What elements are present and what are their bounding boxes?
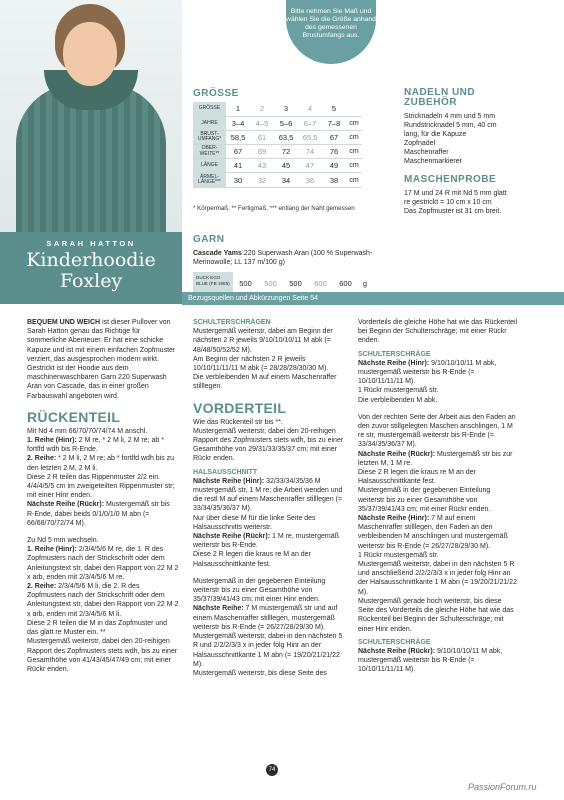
size-cell: 72 (274, 145, 298, 159)
author-name: SARAH HATTON (46, 239, 136, 248)
paragraph: 1 Rückr mustergemäß str. (358, 551, 439, 559)
size-row (193, 173, 362, 187)
paragraph: Vorderteils die gleiche Höhe hat wie das Rückenteil bei Beginn der Schulterschräge; mit einer Rückr enden. (358, 319, 518, 345)
row-label: 2. Reihe: (27, 455, 57, 463)
size-table (193, 102, 362, 188)
size-cell: 58,5 (226, 130, 250, 144)
yarn-qty: 600 (314, 278, 327, 288)
size-row (193, 145, 362, 159)
size-row-label: GRÖSSE (193, 102, 226, 116)
needles-line: Stricknadeln 4 mm und 5 mm (404, 113, 496, 120)
paragraph: Mustergemäß weiterstr, dabei am Beginn der nächsten 2 R jeweils 9/10/10/10/11 M abk (= 48/48/50/52/52 M). (193, 328, 333, 354)
size-unit: cm (346, 159, 362, 173)
paragraph (193, 604, 345, 632)
text-column-2 (193, 318, 345, 678)
yarn-qty: 600 (339, 278, 352, 288)
gauge-line: Das Zopfmuster ist 31 cm breit. (404, 208, 502, 215)
row-text: 2/3/4/5/6 M li, die 2. R des Zopfmusters nach der Strickschrift oder dem Anleitungstext str, dabei den Rapport von 22 M 2 x arb, enden mit 2/3/4/5/6 M li. (27, 583, 179, 618)
paragraph: Mustergemäß in der gegebenen Einteilung weiterstr bis zu einer Gesamthöhe von 35/37/39/41/43 cm; mit einer Rückr enden. (358, 487, 491, 513)
paragraph: Mustergemäß weiterstr, dabei in den nächsten 5 R und anschließend 2/2/2/3/3 x in jeder folg Hinr an der Halsausschnittkante 1 M abn (= 19/20/21/21/22 M). (358, 561, 517, 596)
paragraph: Mustergemäß in der gegebenen Einteilung weiterstr bis zu einer Gesamthöhe von 35/37/39/41/43 cm; mit einer Hinr enden. (193, 577, 326, 604)
size-cell: 47 (298, 159, 322, 173)
text-column-3 (358, 318, 518, 675)
paragraph: Mustergemäß weiterstr, bis diese Seite des (193, 669, 327, 677)
size-row-label: ÄRMEL-LÄNGE*** (193, 173, 226, 187)
paragraph (358, 514, 518, 551)
size-cell: 69 (250, 145, 274, 159)
size-cell: 67 (226, 145, 250, 159)
size-cell: 5 (322, 102, 346, 116)
row-label: Nächste Reihe (Rückr): (358, 647, 436, 655)
heading-schulterschraege: SCHULTERSCHRÄGE (358, 350, 431, 358)
size-row (193, 102, 362, 116)
pattern-title-line2: Foxley (59, 270, 123, 292)
size-cell: 76 (322, 145, 346, 159)
size-row (193, 159, 362, 173)
row-text: 9/10/10/10/11 M abk, mustergemäß weiterstr bis R-Ende (= 10/10/11/11/11 M). (358, 359, 497, 386)
paragraph: Mustergemäß weiterstr, dabei den 20-reihigen Rapport des Zopfmusters stets wdh, bis zu einer Gesamthöhe von 41/43/45/47/49 cm; mit einer Rückr enden. (27, 638, 178, 673)
paragraph: Wie das Rückenteil str bis **. (193, 418, 283, 426)
size-cell: 36 (298, 173, 322, 187)
paragraph: Diese 2 R teilen die M in das Zopfmuster und das glatt re Muster ein. ** (27, 619, 168, 637)
size-row-label: LÄNGE (193, 159, 226, 173)
size-cell: 45 (274, 159, 298, 173)
paragraph (193, 477, 345, 514)
yarn-qty: 500 (289, 278, 302, 288)
size-row (193, 130, 362, 144)
paragraph (27, 545, 179, 582)
face-shape (63, 22, 117, 86)
row-text: Mustergemäß str bis zur letzten M, 1 M re. (358, 450, 513, 467)
paragraph: Mustergemäß weiterstr, dabei den 20-reihigen Rapport des Zopfmusters stets wdh, bis zu einer Gesamthöhe von 29/31/33/35/37 cm; mit einer Rückr enden. (193, 427, 344, 463)
size-cell: 1 (226, 102, 250, 116)
needles-line: Maschenmarkierer (404, 158, 462, 165)
size-cell: 74 (298, 145, 322, 159)
size-row-label: BRUST-UMFANG* (193, 130, 226, 144)
row-label: Nächste Reihe (Hinr): (358, 359, 430, 367)
row-text: 32/33/34/35/36 M mustergemäß str, 1 M re; die Arbeit wenden und die restl M auf einem Maschenraffer stilllegen (= 33/34/35/36/37 M). (193, 477, 343, 513)
paragraph: Nur über diese M für die linke Seite des Halsausschnitts weiterstr. (193, 514, 316, 531)
paragraph: Von der rechten Seite der Arbeit aus den Faden an den zuvor stillgelegten Maschen anschlingen, 1 M re str, mustergemäß weiterstr bis R-Ende (= 33/34/35/36/37 M). (358, 413, 516, 449)
size-cell: 2 (250, 102, 274, 116)
heading-vorderteil: VORDERTEIL (193, 399, 287, 416)
intro-text: ist dieser Pullover von Sarah Hatton genau das Richtige für sommerliche Abenteuer. Er hat eine schicke Kapuze und ist mit einem einfachen Zopfmuster verziert, das ausgesprochen modern wirkt. Gestrickt ist der Hoodie aus dem maschinenwaschbaren Garn 220 Superwash Aran von Cascade, das in einer großen Farbauswahl angeboten wird. (27, 319, 176, 400)
size-cell: 3 (274, 102, 298, 116)
needles-line: Maschenraffer (404, 149, 449, 156)
paragraph: Diese 2 R teilen das Rippenmuster 2/2 ein. 4/4/4/5/5 cm im zweigeteilten Rippenmuster str; mit einer Hinr enden. (27, 473, 175, 500)
row-text: * 2 M li, 2 M re; ab * fortlfd wdh bis zu den letzten 2 M, 2 M li. (27, 455, 175, 472)
measure-tip-bubble: Bitte nehmen Sie Maß und wählen Sie die Größe anhand des gemessenen Brustumfangs aus. (286, 0, 376, 64)
size-cell: 49 (322, 159, 346, 173)
size-row-label: JAHRE (193, 116, 226, 130)
size-unit (346, 102, 362, 116)
row-text: 9/10/10/10/11 M abk, mustergemäß weiterstr bis R-Ende (= 10/10/11/11/11 M). (358, 647, 503, 674)
paragraph (193, 532, 345, 550)
paragraph: Zu Nd 5 mm wechseln. (27, 537, 99, 545)
title-block (0, 232, 182, 304)
yarn-quantity-row (193, 272, 387, 294)
heading-halsausschnitt: HALSAUSSCHNITT (193, 468, 258, 476)
row-label: Nächste Reihe: (193, 605, 244, 613)
size-cell: 41 (226, 159, 250, 173)
heading-schulterschraege-2: SCHULTERSCHRÄGE (358, 638, 431, 646)
size-cell: 4 (298, 102, 322, 116)
heading-rueckenteil: RÜCKENTEIL (27, 408, 121, 425)
page-number: 74 (266, 764, 278, 776)
paragraph (358, 647, 518, 675)
size-note: * Körpermaß, ** Fertigmaß, *** entlang der Naht gemessen (193, 205, 355, 212)
needles-line: Rundstricknadel 5 mm, 40 cm (404, 122, 497, 129)
size-unit: cm (346, 145, 362, 159)
size-heading: GRÖSSE (193, 88, 239, 99)
paragraph (358, 450, 518, 468)
paragraph: Diese 2 R legen die kraus re M an der Halsausschnittkante fest. (193, 551, 311, 568)
row-label: Nächste Reihe (Hinr): (358, 515, 430, 523)
needles-heading-2: ZUBEHÖR (404, 97, 457, 108)
paragraph (27, 436, 179, 454)
size-cell: 43 (250, 159, 274, 173)
yarn-qty: 500 (239, 278, 252, 288)
size-cell: 63,5 (274, 130, 298, 144)
size-unit: cm (346, 173, 362, 187)
row-label: Nächste Reihe (Rückr): (193, 533, 271, 541)
size-cell: 6–7 (298, 116, 322, 130)
row-label: 1. Reihe (Hinr): (27, 437, 77, 445)
size-unit: cm (346, 116, 362, 130)
size-row (193, 116, 362, 130)
row-text: 7 M auf einem Maschenraffer stilllegen, den Faden an den verbleibenden M anschlingen und mustergemäß weiterstr bis R-Ende (= 26/27/28/29/30 M). (358, 515, 508, 550)
size-cell: 34 (274, 173, 298, 187)
pattern-title-line1: Kinderhoodie (26, 249, 156, 271)
gauge-line: 17 M und 24 R mit Nd 5 mm glatt (404, 190, 507, 197)
size-cell: 5–6 (274, 116, 298, 130)
hoodie-photo (0, 0, 182, 232)
paragraph: Diese 2 R legen die kraus re M an der Halsausschnittkante fest. (358, 469, 476, 486)
gauge-line: re gestrickt = 10 cm x 10 cm (404, 199, 492, 206)
size-cell: 30 (226, 173, 250, 187)
needles-line: Zopfnadel (404, 140, 436, 147)
size-cell: 65,5 (298, 130, 322, 144)
needles-heading-1: NADELN UND (404, 87, 476, 98)
yarn-heading: GARN (193, 234, 225, 245)
row-label: Nächste Reihe (Hinr): (193, 477, 265, 485)
gauge-heading: MASCHENPROBE (404, 174, 497, 185)
yarn-unit: g (362, 278, 368, 288)
size-cell: 38 (322, 173, 346, 187)
paragraph: Mustergemäß weiterstr, dabei in den nächsten 5 R und 2/2/2/3/3 x in jeder folg Hinr an der Halsausschnittkante 1 M abn (= 19/20/21/21/22 M). (193, 633, 343, 668)
size-cell: 67 (322, 130, 346, 144)
row-text: 2 M re, * 2 M li, 2 M re; ab * fortlfd wdh bis R-Ende. (27, 437, 164, 454)
row-label: Nächste Reihe (Rückr): (358, 450, 436, 458)
text-column-1 (27, 318, 179, 674)
row-text: Mustergemäß str bis R-Ende, dabei beids 0/1/0/1/0 M abn (= 66/68/70/72/74 M). (27, 501, 170, 527)
paragraph (27, 454, 179, 472)
paragraph: 1 Rückr mustergemäß str. (358, 387, 439, 395)
size-unit: cm (346, 130, 362, 144)
paragraph: Die verbleibenden M auf einem Maschenraffer stilllegen. (193, 374, 337, 391)
size-cell: 61 (250, 130, 274, 144)
materials-column (404, 88, 554, 216)
row-text: 1 M re, mustergemäß weiterstr bis R-Ende. (193, 533, 339, 550)
paragraph: Die verbleibenden M abk. (358, 396, 438, 404)
size-cell: 32 (250, 173, 274, 187)
row-text: 7 M mustergemäß str und auf einem Maschenraffer stilllegen, mustergemäß weiterstr bis R-Ende (= 26/27/28/29/30 M). (193, 605, 338, 631)
row-label: Nächste Reihe (Rückr): (27, 501, 105, 509)
paragraph: Mustergemäß gerade hoch weiterstr, bis diese Seite des Vorderteils die gleiche Höhe hat wie das Rückenteil bei Beginn der Schulterschräge; mit einer Hinr enden. (358, 597, 514, 633)
paragraph: Mit Nd 4 mm 66/70/70/74/74 M anschl. (27, 427, 148, 435)
sources-bar: Bezugsquellen und Abkürzungen Seite 54 (182, 292, 564, 305)
heading-schulterschraegen: SCHULTERSCHRÄGEN (193, 319, 271, 326)
size-cell: 3–4 (226, 116, 250, 130)
paragraph: Am Beginn der nächsten 2 R jeweils 10/10/11/11/11 M abk (= 28/28/28/30/30 M). (193, 355, 329, 373)
paragraph (27, 582, 179, 619)
intro-paragraph (27, 318, 179, 401)
paragraph (27, 500, 179, 528)
yarn-box (193, 234, 387, 294)
yarn-brand: Cascade Yams (193, 250, 242, 257)
size-row-label: OBER-WEITE** (193, 145, 226, 159)
size-cell: 4–5 (250, 116, 274, 130)
row-text: 2/3/4/5/6 M re, die 1. R des Zopfmusters nach der Strickschrift oder dem Anleitungstext str, dabei den Rapport von 22 M 2 x arb, enden mit 2/3/4/5/6 M re. (27, 546, 179, 581)
row-label: 2. Reihe: (27, 583, 57, 591)
size-cell: 7–8 (322, 116, 346, 130)
yarn-qty: 500 (264, 278, 277, 288)
intro-lead: BEQUEM UND WEICH (27, 319, 101, 326)
row-label: 1. Reihe (Hinr): (27, 546, 77, 554)
needles-line: lang, für die Kapuze (404, 131, 467, 138)
paragraph (358, 359, 518, 387)
yarn-color-label: DUCK EGG BLUE (FB 1985) (193, 272, 233, 294)
watermark: PassionForum.ru (468, 782, 537, 792)
yarn-details: 220 Superwash Aran (100 % Superwash-Merinowolle; LL 137 m/100 g) (193, 250, 373, 266)
yarn-description (193, 249, 387, 267)
